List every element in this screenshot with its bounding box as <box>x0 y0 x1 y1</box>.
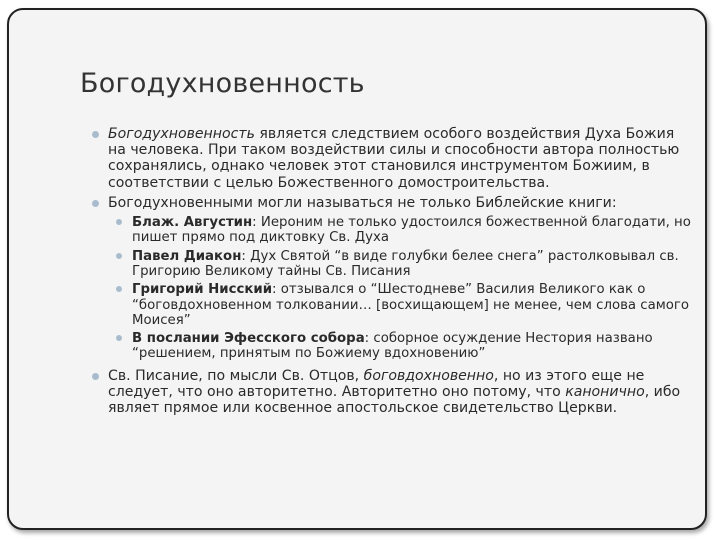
bullet-emphasis: Богодухновенность <box>108 126 255 142</box>
bullet-text: Богодухновенными могли называться не только Библейские книги: <box>108 194 617 211</box>
sub-bullet-item <box>108 331 692 362</box>
bullet-text: , но из этого еще не следует, что оно авторитетно. Авторитетно оно потому, что <box>108 367 645 400</box>
bullet-item <box>92 195 692 211</box>
bullet-dot-icon <box>116 219 122 225</box>
sub-bullet-author: В послании Эфесского собора <box>132 331 365 347</box>
bullet-dot-icon <box>116 335 122 341</box>
bullet-text: является следствием особого воздействия Духа Божия на человека. При таком воздействии силы и способности автора полностью сохранялись, однако человек этот становился инструментом Божиим, в соответствии с целью Божественного домостроительства. <box>108 126 680 191</box>
slide-title: Богодухновенность <box>80 68 365 99</box>
bullet-dot-icon <box>92 200 99 207</box>
bullet-dot-icon <box>92 373 99 380</box>
sub-bullet-list <box>92 215 692 362</box>
sub-bullet-author: Григорий Нисский <box>132 282 273 298</box>
slide <box>7 8 707 530</box>
bullet-item <box>92 368 692 417</box>
sub-bullet-text: : Дух Святой “в виде голубки белее снега” растолковывал св. Григорию Великому тайны Св. Писания <box>132 248 679 279</box>
bullet-item <box>92 126 692 191</box>
sub-bullet-text: : соборное осуждение Нестория названо “решением, принятым по Божиему вдохновению” <box>132 331 653 362</box>
sub-bullet-text: : Иероним не только удостоился божественной благодати, но пишет прямо под диктовку Св. Духа <box>132 215 691 246</box>
bullet-emphasis: боговдохновенно <box>363 367 494 384</box>
bullet-emphasis: канонично <box>565 383 645 400</box>
sub-bullet-item <box>108 282 692 328</box>
bullet-text: Св. Писание, по мысли Св. Отцов, <box>108 367 364 384</box>
sub-bullet-item <box>108 249 692 280</box>
sub-bullet-author: Блаж. Августин <box>132 215 253 231</box>
sub-bullet-item <box>108 215 692 246</box>
sub-bullet-text: : отзывался о “Шестодневе” Василия Великого как о “боговдохновенном толковании… [восхищающем] не менее, чем слова самого Моисея” <box>132 282 690 328</box>
bullet-dot-icon <box>92 131 99 138</box>
bullet-dot-icon <box>116 286 122 292</box>
bullet-text: , ибо являет прямое или косвенное апостольское свидетельство Церкви. <box>108 383 681 417</box>
sub-bullet-author: Павел Диакон <box>132 248 242 264</box>
slide-content <box>92 126 692 420</box>
bullet-dot-icon <box>116 253 122 259</box>
